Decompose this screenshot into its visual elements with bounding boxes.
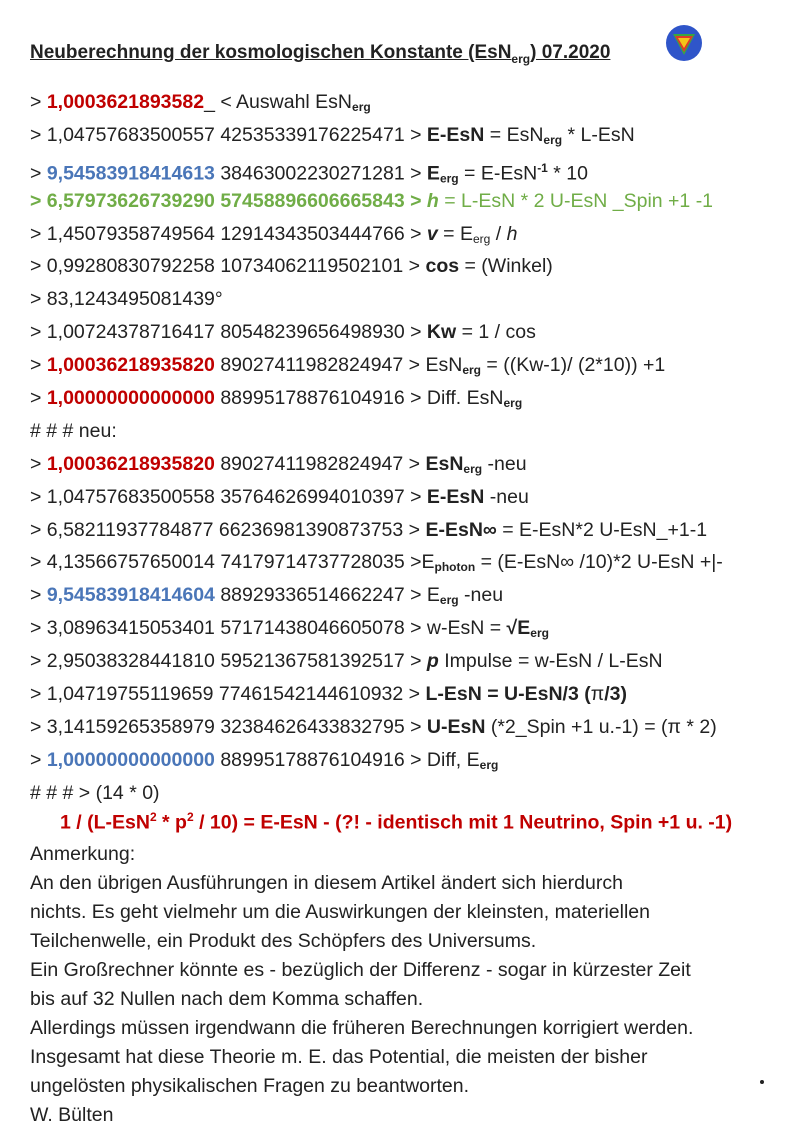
line-zero: # # # > (14 * 0) — [30, 781, 160, 804]
line-neu-heading: # # # neu: — [30, 419, 117, 442]
line-esn-erg-neu: > 1,00036218935820 89027411982824947 > EsN$_{erg}$ -neu — [30, 452, 527, 476]
line-diff-erg: > 1,00000000000000 88995178876104916 > Diff, $E_{erg}$ — [30, 748, 499, 772]
line-l-esn: > 1,04719755119659 77461542144610932 > L-EsN = U-EsN/3 (π/3) — [30, 683, 627, 706]
note-line: bis auf 32 Nullen nach dem Komma schaffen. — [30, 988, 424, 1010]
line-v: > 1,45079358749564 $12914343503444766 > v = E_{erg} / h$ — [30, 222, 518, 246]
line-e-erg: > 9,54583918414613 $38463002230271281 > E_{erg} = E-EsN^{-1} * 10$ — [30, 160, 588, 185]
line-e-esn-infinity: > 6,58211937784877 66236981390873753 > E-EsN∞ = E-EsN*2 U-EsN_+1-1 — [30, 518, 708, 541]
line-w-esn: > 3,08963415053401 $57171438046605078 > w-EsN = √E_{erg}$ — [30, 617, 549, 641]
note-line: ungelösten physikalischen Fragen zu beantworten. — [30, 1075, 470, 1097]
document-title: Neuberechnung der kosmologischen Konstante (EsN$_{erg}$) 07.2020 — [30, 42, 611, 66]
line-kw: > 1,00724378716417 80548239656498930 > Kw = 1 / cos — [30, 321, 536, 344]
line-cos: > 0,99280830792258 10734062119502101 > cos = (Winkel) — [30, 255, 553, 278]
line-e-esn: > 1,04757683500557 42535339176225471 > E-EsN = EsN$_{erg}$ * L-EsN — [30, 123, 635, 147]
line-winkel: > 83,1243495081439° — [30, 288, 223, 311]
line-impulse: > 2,95038328441810 59521367581392517 > p Impulse = w-EsN / L-EsN — [30, 650, 663, 673]
note-heading: Anmerkung: — [30, 843, 136, 865]
stray-dot — [760, 1080, 764, 1084]
author: W. Bülten — [30, 1104, 114, 1126]
line-auswahl: > 1,0003621893582_ < Auswahl EsN$_{erg}$ — [30, 91, 371, 114]
line-h: > 6,57973626739290 57458896606665843 > h = L-EsN * 2 U-EsN _Spin +1 -1 — [30, 189, 714, 212]
note-line: nichts. Es geht vielmehr um die Auswirkungen der kleinsten, materiellen — [30, 901, 650, 923]
note-line: Ein Großrechner könnte es - bezüglich der Differenz - sogar in kürzester Zeit — [30, 959, 691, 981]
line-u-esn: > 3,14159265358979 32384626433832795 > U-EsN (*2_Spin +1 u.-1) = (π * 2) — [30, 715, 717, 738]
note-line: Allerdings müssen irgendwann die früheren Berechnungen korrigiert werden. — [30, 1017, 694, 1039]
line-e-esn-neu: > 1,04757683500558 35764626994010397 > E-EsN -neu — [30, 485, 529, 508]
note-line: Teilchenwelle, ein Produkt des Schöpfers des Universums. — [30, 930, 537, 952]
neutrino-formula: $1 / (L-EsN^2 * p^2 / 10) = E-EsN$ - (?! - identisch mit 1 Neutrino, Spin +1 u. -1) — [60, 810, 733, 834]
note-line: Insgesamt hat diese Theorie m. E. das Potential, die meisten der bisher — [30, 1046, 648, 1068]
calculation-lines — [30, 86, 800, 810]
line-e-photon: > 4,13566757650014 $74179714737728035 >E_{photon} = (E-EsN\infty$ /10)*2 U-EsN +|- — [30, 551, 723, 575]
line-diff-esn: > 1,00000000000000 88995178876104916 > Diff. EsN$_{erg}$ — [30, 387, 523, 411]
note-line: An den übrigen Ausführungen in diesem Artikel ändert sich hierdurch — [30, 872, 623, 894]
note-section — [30, 840, 800, 1130]
logo-icon — [665, 24, 703, 62]
line-e-erg-neu: > 9,54583918414604 $88929336514662247 > E_{erg}$ -neu — [30, 584, 504, 608]
line-esn-erg: > 1,00036218935820 89027411982824947 > EsN$_{erg}$ = ((Kw-1)/ (2*10)) +1 — [30, 354, 666, 378]
